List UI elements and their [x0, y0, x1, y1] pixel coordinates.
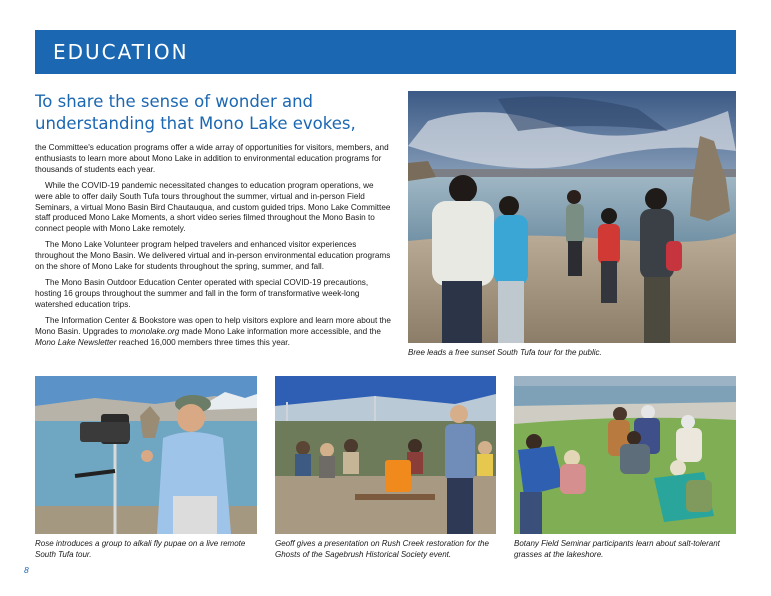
- lead-heading-line-1: To share the sense of wonder and: [35, 92, 314, 111]
- paragraph-5-part-c: reached 16,000 members three times this year.: [116, 337, 290, 347]
- paragraph-2: While the COVID-19 pandemic necessitated changes to education program operations, we were able to offer daily South Tufa tours throughout the summer, virtual and in-person Field Seminars, a virtual Mono Basin Bird Chautauqua, and custom guided trips. Mono Lake Committee staff produced Mono Lake Moments, a short video series filmed throughout the Mono Basin to connect people with Mono Lake remotely.: [35, 180, 391, 234]
- photo-3-caption: Botany Field Seminar participants learn about salt-tolerant grasses at the lakeshore.: [514, 539, 720, 559]
- section-title: EDUCATION: [53, 40, 189, 64]
- paragraph-5-part-a: The Information Center & Bookstore was open to help visitors explore and learn more about the Mono Basin. Upgrades to: [35, 315, 391, 336]
- page-number: 8: [24, 565, 29, 575]
- paragraph-5: [35, 316, 391, 349]
- photo-botany-seminar: [514, 376, 736, 534]
- paragraph-1: the Committee's education programs offer a wide array of opportunities for visitors, members, and enthusiasts to learn more about Mono Lake in addition to environmental education programs for thousands of students each year.: [35, 143, 389, 174]
- photo-rush-creek-presentation: [275, 376, 496, 534]
- main-photo-south-tufa-tour: [408, 91, 736, 343]
- lead-heading: [35, 91, 395, 135]
- newsletter-title: Mono Lake Newsletter: [35, 337, 117, 347]
- paragraph-5-part-b: made Mono Lake information more accessible, and the: [179, 326, 381, 336]
- section-banner: [35, 30, 736, 74]
- paragraph-3: The Mono Lake Volunteer program helped travelers and enhanced visitor experiences throughout the Mono Basin. We delivered virtual and in-person environmental education programs on the shore of Mono Lake for students throughout the spring, summer, and fall.: [35, 240, 391, 272]
- paragraph-4: The Mono Basin Outdoor Education Center operated with special COVID-19 precautions, hosting 16 groups throughout the summer and fall in the form of transformative week-long watershed education trips.: [35, 277, 369, 309]
- body-text: [35, 143, 391, 353]
- main-photo-caption: Bree leads a free sunset South Tufa tour for the public.: [408, 348, 602, 357]
- photo-1-caption: Rose introduces a group to alkali fly pupae on a live remote South Tufa tour.: [35, 539, 246, 559]
- photo-alkali-fly-tour: [35, 376, 257, 534]
- website-link[interactable]: monolake.org: [129, 326, 180, 336]
- lead-heading-line-2: understanding that Mono Lake evokes,: [35, 114, 356, 133]
- photo-2-caption: Geoff gives a presentation on Rush Creek restoration for the Ghosts of the Sagebrush Historical Society event.: [275, 539, 489, 559]
